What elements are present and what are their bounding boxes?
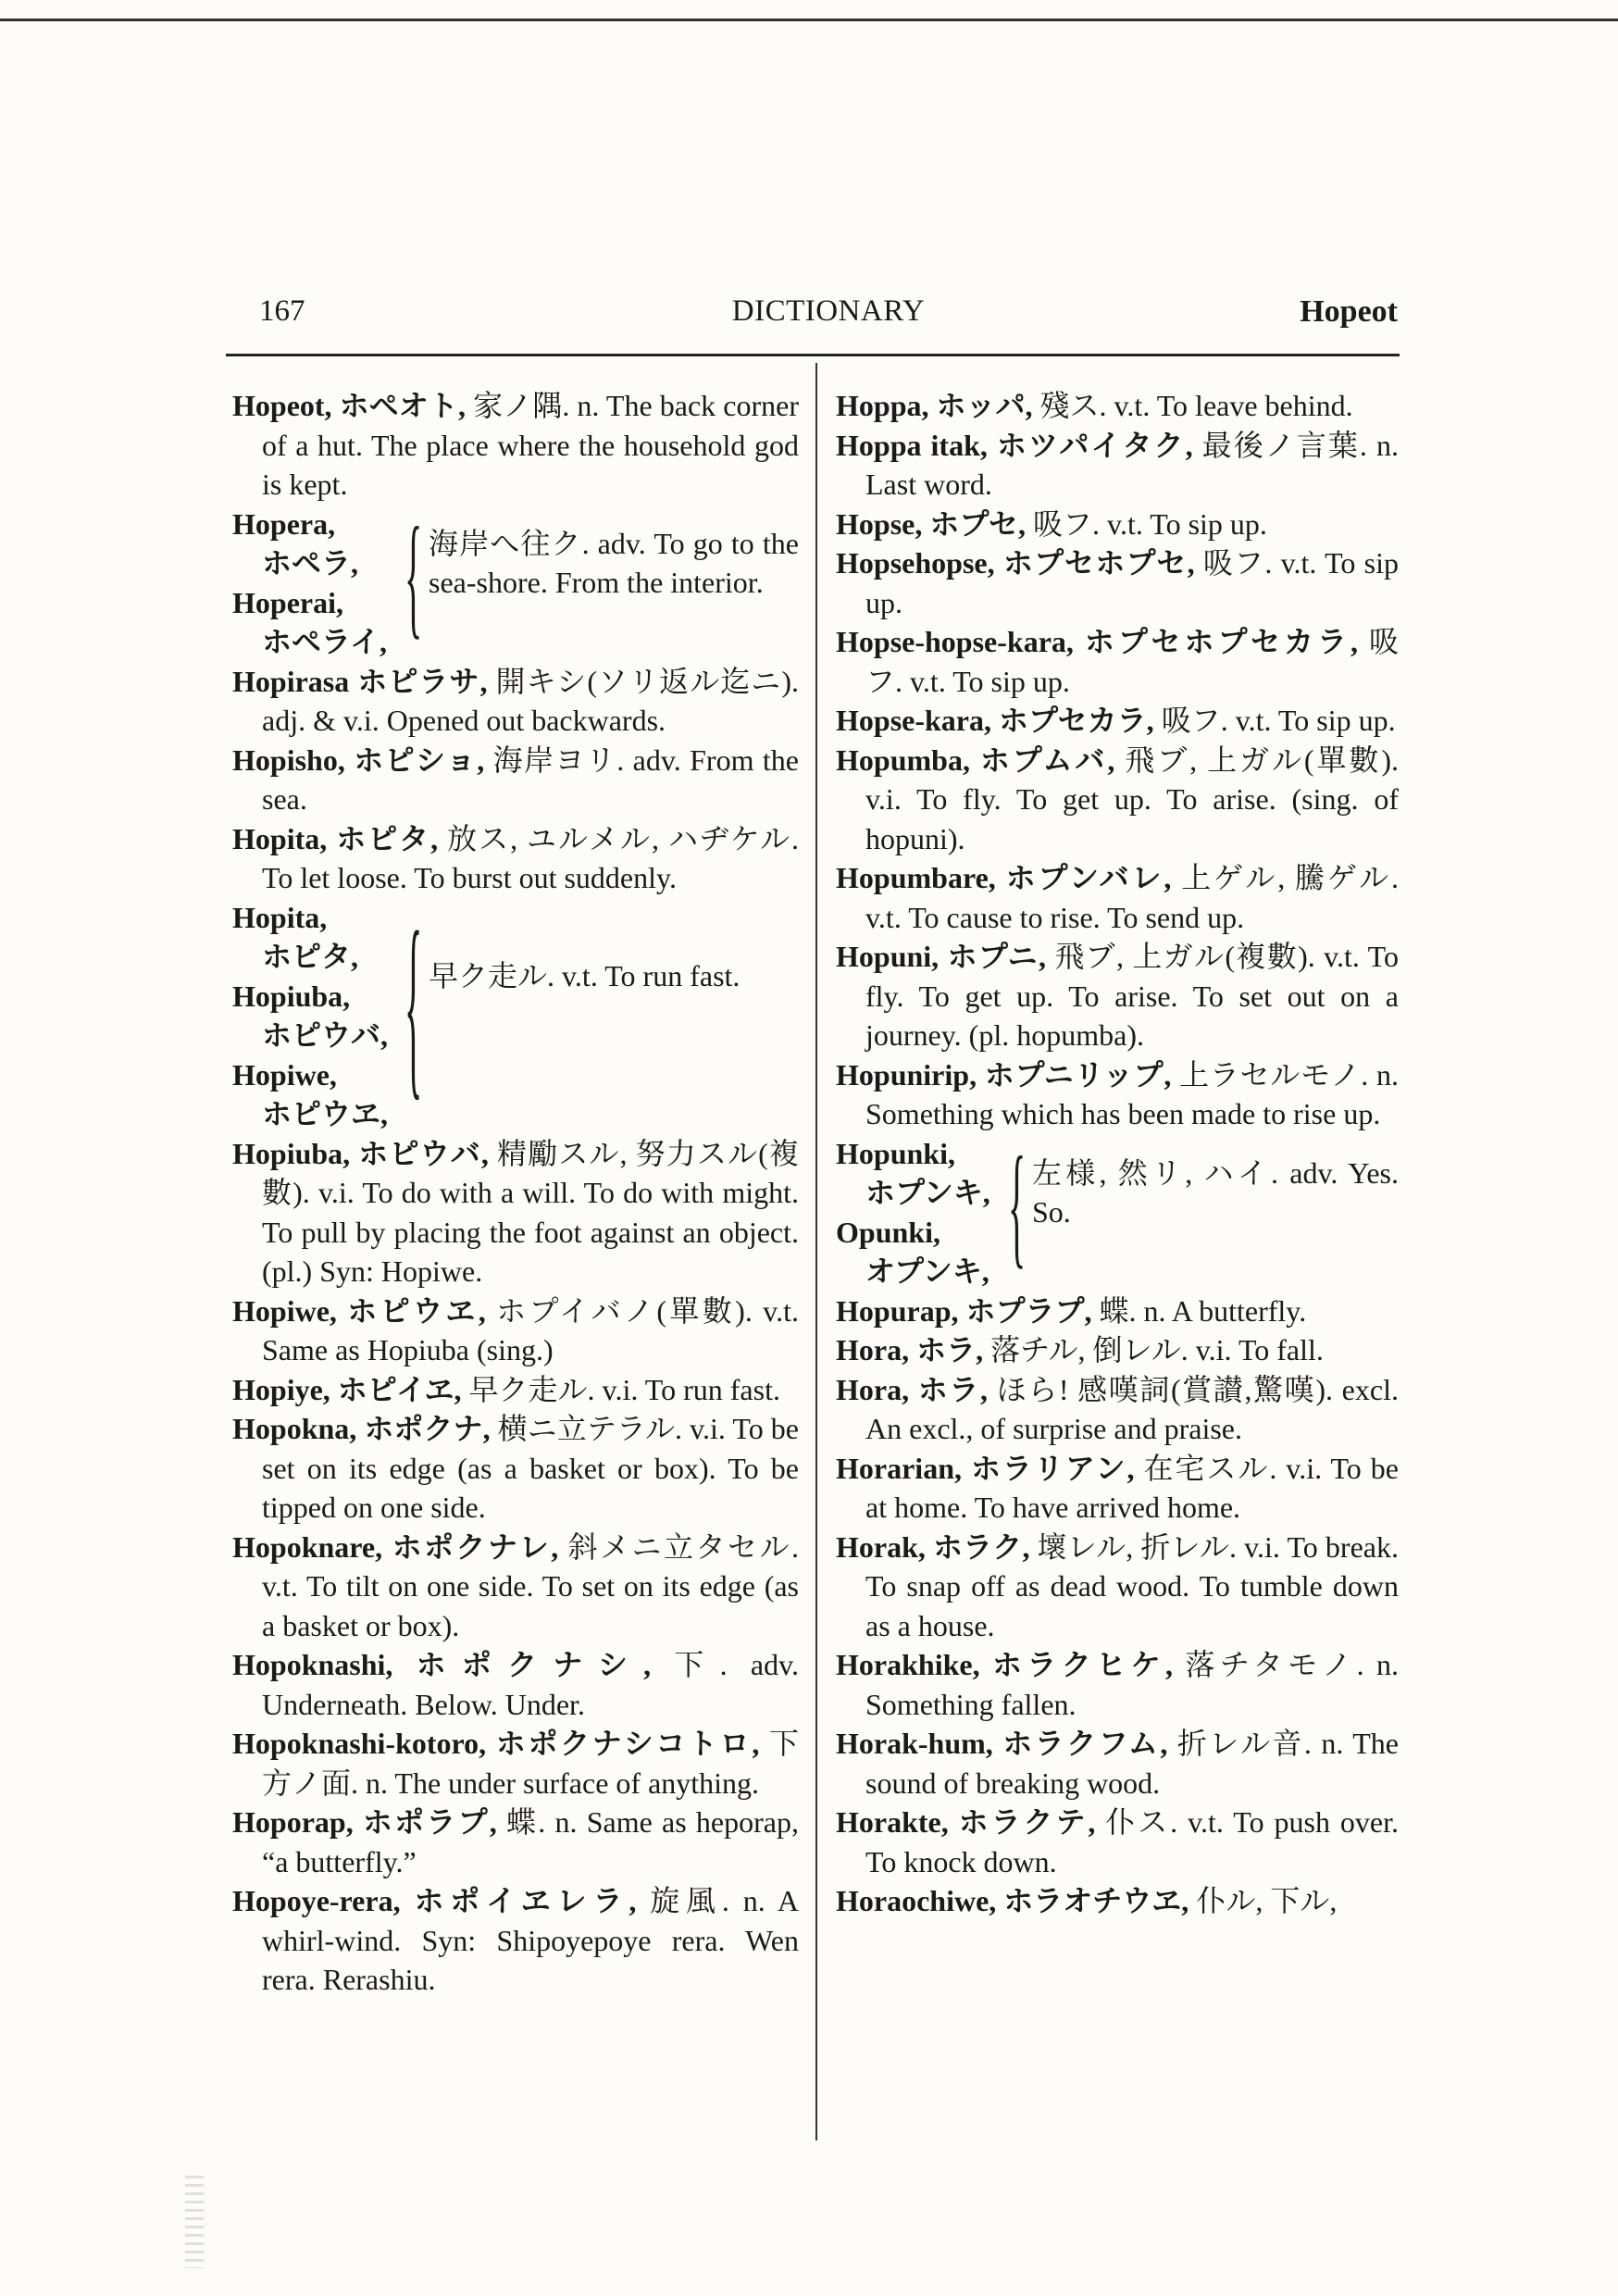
group-brace: {: [404, 497, 423, 652]
dictionary-entry: [232, 1409, 799, 1528]
group-headword: Hopiwe,: [232, 1057, 337, 1092]
definition: 旋風. n. A whirl-wind. Syn: Shipoyepoye rera. Wen rera. Rerashiu.: [262, 1884, 799, 1996]
definition: 吸フ. v.t. To sip up.: [1026, 506, 1267, 541]
definition: 蝶. n. A butterfly.: [1091, 1293, 1307, 1328]
scan-edge-marks: [185, 2176, 204, 2268]
group-headword: Hopera,: [232, 506, 336, 541]
definition: 家ノ隅. n. The back corner of a hut. The place where the household god is kept.: [262, 389, 799, 501]
headword: Hopita, ホピタ,: [232, 821, 439, 855]
header-rule: [226, 354, 1400, 356]
definition: 壞レル, 折レル. v.i. To break. To snap off as dead wood. To tumble down as a house.: [865, 1529, 1399, 1642]
headword: Hopoknashi-kotoro, ホポクナシコトロ,: [232, 1727, 760, 1760]
dictionary-entry: [836, 701, 1399, 741]
dictionary-entry: [232, 662, 799, 741]
group-headword: ホプンキ,: [865, 1176, 990, 1209]
definition: 仆ス. v.t. To push over. To knock down.: [865, 1805, 1399, 1878]
dictionary-entry: [836, 1370, 1399, 1449]
group-headword: ホペライ,: [262, 625, 388, 658]
group-brace: {: [404, 887, 423, 1118]
dictionary-entry: [232, 1645, 799, 1724]
headword: Hoppa itak, ホツパイタク,: [836, 428, 1193, 462]
headword: Horak, ホラク,: [836, 1529, 1030, 1564]
dictionary-entry: [836, 1881, 1399, 1921]
definition: 開キシ(ソリ返ル迄ニ). adj. & v.i. Opened out backwards.: [262, 664, 799, 737]
headword: Hopiye, ホピイヱ,: [232, 1372, 462, 1406]
dictionary-entry: [836, 1330, 1399, 1370]
group-headword: Hopunki,: [836, 1136, 955, 1170]
headword: Hopuni, ホプニ,: [836, 940, 1046, 973]
definition: 在宅スル. v.i. To be at home. To have arrived home.: [865, 1451, 1399, 1524]
page-number: 167: [259, 294, 305, 328]
dictionary-entry: [836, 1292, 1399, 1331]
headword: Hopurap, ホプラプ,: [836, 1293, 1092, 1328]
running-title: DICTIONARY: [731, 294, 926, 328]
dictionary-entry: [836, 622, 1399, 701]
definition: 落チル, 倒レル. v.i. To fall.: [983, 1333, 1324, 1366]
definition: ほら! 感嘆詞(賞讃,驚嘆). excl. An excl., of surprise and praise.: [865, 1372, 1399, 1445]
headword: Horaochiwe, ホラオチウヱ,: [836, 1884, 1189, 1917]
dictionary-entry: [836, 1449, 1399, 1528]
group-headword: ホピウバ,: [262, 1018, 389, 1052]
headword: Horakhike, ホラクヒケ,: [836, 1648, 1174, 1681]
headword: Hopiwe, ホピウヱ,: [232, 1293, 486, 1328]
dictionary-entry: [232, 819, 799, 898]
headword: Hopunirip, ホプニリップ,: [836, 1057, 1172, 1092]
dictionary-entry: [836, 1803, 1399, 1881]
grouped-entry: [836, 1127, 1399, 1292]
group-headword: ホピウヱ,: [262, 1097, 389, 1130]
headword: Hopsehopse, ホプセホプセ,: [836, 546, 1195, 580]
headword: Hopirasa ホピラサ,: [232, 664, 488, 698]
headword: Hopse, ホプセ,: [836, 506, 1027, 541]
group-definition: 左様, 然リ, ハイ. adv. Yes. So.: [1032, 1155, 1399, 1229]
definition: 放ス, ユルメル, ハヂケル. To let loose. To burst out suddenly.: [262, 821, 799, 894]
group-headword: Hopiuba,: [232, 979, 351, 1013]
definition: 最後ノ言葉. n. Last word.: [865, 428, 1399, 501]
dictionary-entry: [232, 1292, 799, 1370]
definition: 上ラセルモノ. n. Something which has been made to rise up.: [865, 1057, 1399, 1130]
group-headword: ホピタ,: [262, 940, 359, 973]
group-headword: ホペラ,: [262, 546, 359, 580]
headword: Hopoknashi, ホポクナシ,: [232, 1648, 652, 1681]
group-brace: {: [1008, 1127, 1027, 1281]
headword: Hoppa, ホッパ,: [836, 389, 1033, 422]
group-definition: 海岸へ往ク. adv. To go to the sea-shore. From the interior.: [429, 526, 799, 600]
guide-word: Hopeot: [1300, 294, 1398, 329]
headword: Hoporap, ホポラプ,: [232, 1805, 497, 1839]
dictionary-entry: [836, 1055, 1399, 1134]
dictionary-entry: [232, 1528, 799, 1646]
headword: Hopumba, ホプムバ,: [836, 742, 1115, 777]
definition: 飛ブ, 上ガル(複數). v.t. To fly. To get up. To arise. To set out on a journey. (pl. hopumba).: [865, 940, 1399, 1052]
definition: 落チタモノ. n. Something fallen.: [865, 1648, 1399, 1721]
dictionary-entry: [836, 426, 1399, 505]
definition: 下方ノ面. n. The under surface of anything.: [262, 1727, 799, 1800]
running-header: [259, 294, 1398, 341]
definition: 折レル音. n. The sound of breaking wood.: [865, 1727, 1399, 1800]
definition: 蝶. n. Same as heporap, “a butterfly.”: [262, 1805, 799, 1878]
definition: 横ニ立テラル. v.i. To be set on its edge (as a basket or box). To be tipped on one side.: [262, 1412, 799, 1524]
headword: Hopeot, ホペオト,: [232, 389, 466, 422]
headword: Hopokna, ホポクナ,: [232, 1412, 491, 1445]
dictionary-entry: [232, 1370, 799, 1410]
headword: Hopse-hopse-kara, ホプセホプセカラ,: [836, 625, 1358, 658]
dictionary-entry: [836, 1645, 1399, 1724]
headword: Hopse-kara, ホプセカラ,: [836, 704, 1154, 737]
dictionary-entry: [232, 741, 799, 819]
headword: Horak-hum, ホラクフム,: [836, 1727, 1168, 1760]
group-headword: Hoperai,: [232, 585, 343, 619]
headword: Hora, ホラ,: [836, 1333, 984, 1366]
group-headword: オプンキ,: [865, 1254, 989, 1288]
headword: Hopoye-rera, ホポイヱレラ,: [232, 1884, 637, 1917]
headword: Hopoknare, ホポクナレ,: [232, 1529, 559, 1564]
headword: Hora, ホラ,: [836, 1372, 988, 1406]
definition: 仆ル, 下ル,: [1189, 1884, 1338, 1917]
left-column: [232, 386, 799, 2000]
grouped-entry: [232, 497, 799, 662]
dictionary-entry: [836, 543, 1399, 622]
definition: 飛ブ, 上ガル(單數). v.i. To fly. To get up. To arise. (sing. of hopuni).: [865, 742, 1399, 855]
dictionary-entry: [836, 741, 1399, 859]
definition: 精勵スル, 努力スル(複數). v.i. To do with a will. To do with might. To pull by placing the foot against an object. (pl.) Syn: Hopiwe.: [262, 1136, 799, 1288]
definition: ホプイバノ(單數). v.t. Same as Hopiuba (sing.): [262, 1293, 799, 1366]
dictionary-entry: [836, 1528, 1399, 1646]
dictionary-entry: [232, 1881, 799, 2000]
group-definition: 早ク走ル. v.t. To run fast.: [429, 959, 741, 993]
top-edge-rule: [0, 19, 1618, 21]
group-headword: Hopita,: [232, 900, 328, 934]
definition: 吸フ. v.t. To sip up.: [865, 546, 1399, 619]
grouped-entry: [232, 887, 799, 1134]
dictionary-entry: [836, 1724, 1399, 1803]
dictionary-entry: [232, 386, 799, 505]
headword: Horarian, ホラリアン,: [836, 1451, 1135, 1485]
definition: 下. adv. Underneath. Below. Under.: [262, 1648, 799, 1721]
definition: 吸フ. v.t. To sip up.: [865, 625, 1399, 698]
definition: 吸フ. v.t. To sip up.: [1153, 704, 1396, 737]
headword: Hopumbare, ホプンバレ,: [836, 861, 1172, 894]
dictionary-entry: [836, 505, 1399, 544]
dictionary-entry: [836, 386, 1399, 426]
headword: Hopiuba, ホピウバ,: [232, 1136, 489, 1170]
definition: 海岸ヨリ. adv. From the sea.: [262, 742, 799, 816]
dictionary-entry: [232, 1134, 799, 1292]
dictionary-entry: [836, 858, 1399, 937]
right-column: [836, 386, 1399, 1921]
dictionary-entry: [232, 1803, 799, 1881]
dictionary-entry: [232, 1724, 799, 1803]
definition: 早ク走ル. v.i. To run fast.: [461, 1372, 780, 1406]
dictionary-entry: [836, 937, 1399, 1055]
definition: 殘ス. v.t. To leave behind.: [1032, 389, 1353, 422]
definition: 斜メニ立タセル. v.t. To tilt on one side. To set on its edge (as a basket or box).: [262, 1529, 799, 1642]
group-headword: Opunki,: [836, 1215, 940, 1249]
headword: Hopisho, ホピショ,: [232, 742, 485, 777]
column-separator: [815, 363, 817, 2140]
definition: 上ゲル, 騰ゲル. v.t. To cause to rise. To send up.: [865, 861, 1399, 934]
headword: Horakte, ホラクテ,: [836, 1805, 1096, 1839]
